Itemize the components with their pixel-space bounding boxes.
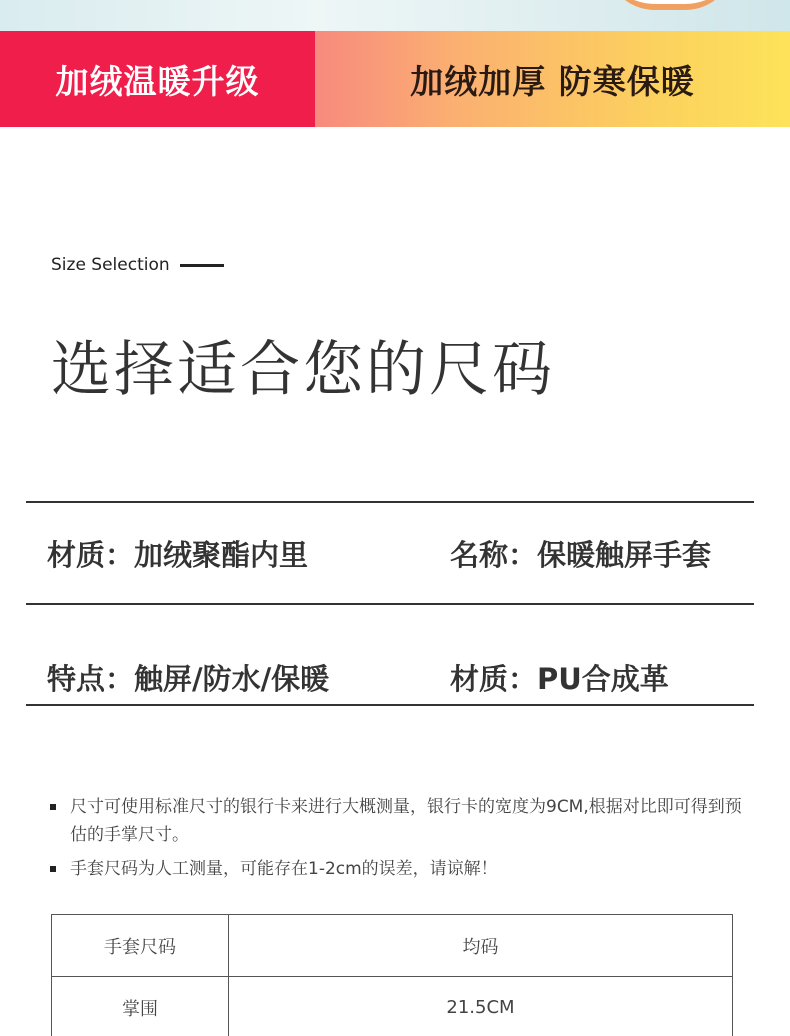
subtitle-text: Size Selection bbox=[51, 255, 170, 275]
product-image-fragment bbox=[605, 0, 735, 10]
table-cell-value: 21.5CM bbox=[229, 977, 733, 1036]
note-text: 尺寸可使用标准尺寸的银行卡来进行大概测量，银行卡的宽度为9CM,根据对比即可得到预估的手掌尺寸。 bbox=[70, 797, 742, 845]
size-table bbox=[51, 914, 733, 1036]
spec-material-outer: 材质：PU合成革 bbox=[450, 662, 669, 696]
note-text: 手套尺码为人工测量，可能存在1-2cm的误差，请谅解！ bbox=[70, 859, 498, 879]
top-image-strip bbox=[0, 0, 790, 32]
spec-product-name: 名称：保暖触屏手套 bbox=[450, 538, 712, 572]
table-cell-label: 掌围 bbox=[52, 977, 229, 1036]
note-item bbox=[48, 855, 748, 883]
spec-material-lining: 材质：加绒聚酯内里 bbox=[47, 538, 309, 572]
note-item bbox=[48, 793, 748, 849]
feature-banner bbox=[0, 31, 790, 127]
divider bbox=[26, 603, 754, 605]
spec-row bbox=[47, 657, 767, 697]
divider bbox=[26, 501, 754, 503]
spec-features: 特点：触屏/防水/保暖 bbox=[47, 662, 330, 696]
spec-row bbox=[47, 533, 767, 573]
bullet-icon bbox=[50, 866, 56, 872]
size-notes bbox=[48, 793, 748, 889]
table-row bbox=[52, 977, 733, 1036]
divider bbox=[26, 704, 754, 706]
page-title: 选择适合您的尺码 bbox=[51, 335, 555, 405]
bullet-icon bbox=[50, 804, 56, 810]
subtitle-dash bbox=[180, 264, 224, 267]
banner-right-label: 加绒加厚 防寒保暖 bbox=[315, 31, 790, 127]
table-cell-label: 手套尺码 bbox=[52, 915, 229, 977]
table-row bbox=[52, 915, 733, 977]
banner-left-label: 加绒温暖升级 bbox=[0, 31, 315, 127]
section-subtitle bbox=[51, 255, 224, 275]
table-cell-value: 均码 bbox=[229, 915, 733, 977]
